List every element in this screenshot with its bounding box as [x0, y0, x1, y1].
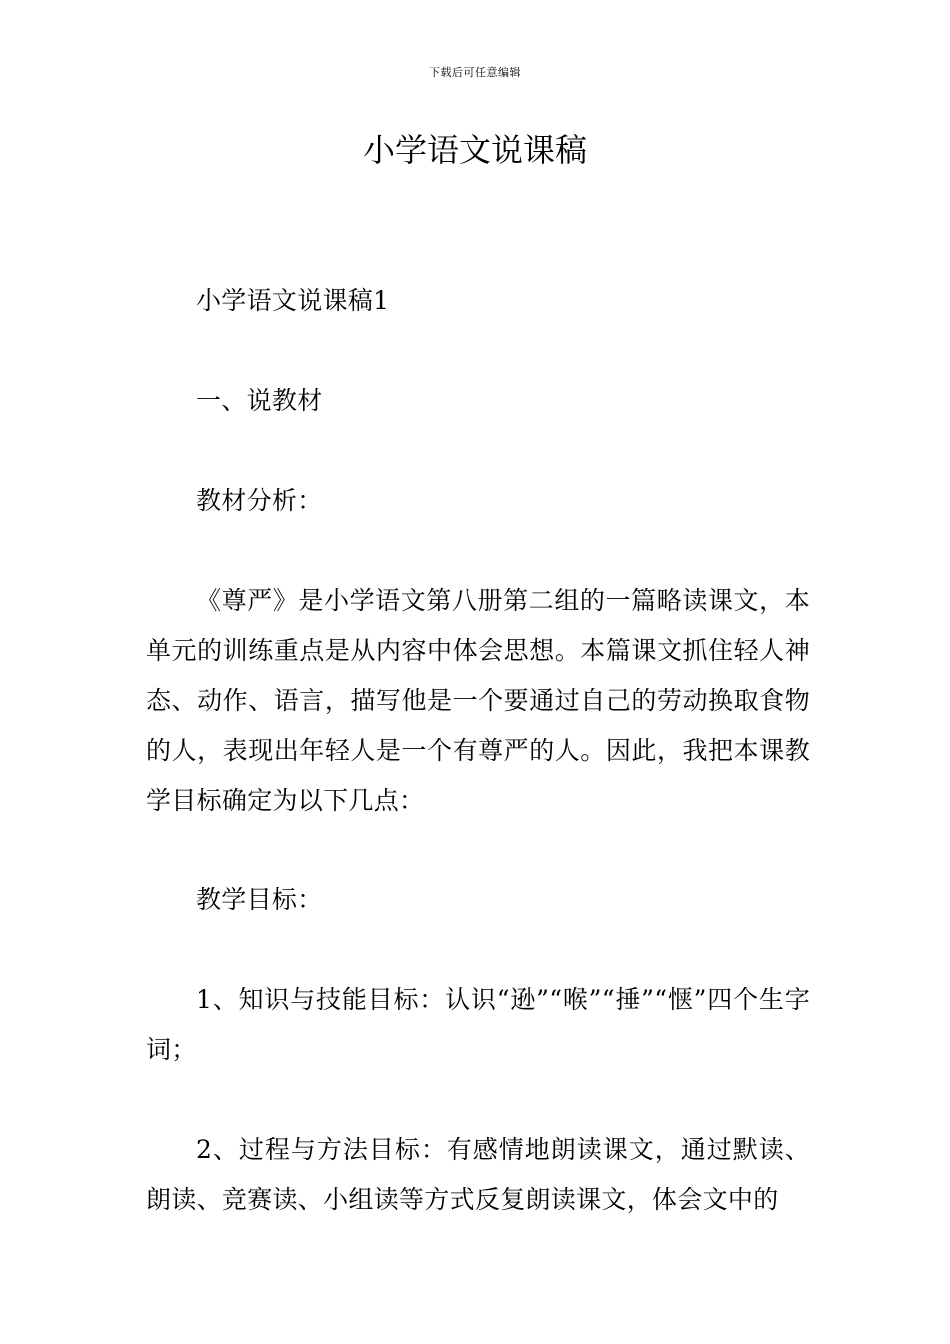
document-title: 小学语文说课稿 — [362, 131, 587, 169]
analysis-paragraph: 《尊严》是小学语文第八册第二组的一篇略读课文，本单元的训练重点是从内容中体会思想。本篇课文抓住轻人神态、动作、语言，描写他是一个要通过自己的劳动换取食物的人，表现出年轻人是一个有尊严的人。因此，我把本课教学目标确定为以下几点： — [146, 586, 810, 815]
header-note: 下载后可任意编辑 — [429, 66, 521, 79]
goal-item: 1、知识与技能目标：认识“逊”“喉”“捶”“惬”四个生字词； — [146, 985, 810, 1064]
analysis-heading: 教材分析： — [196, 486, 323, 515]
goal-item: 2、过程与方法目标：有感情地朗读课文，通过默读、朗读、竞赛读、小组读等方式反复朗读课文，体会文中的 — [146, 1135, 810, 1214]
section-heading: 一、说教材 — [196, 386, 323, 415]
section-subtitle: 小学语文说课稿1 — [196, 286, 390, 315]
goals-heading: 教学目标： — [196, 885, 323, 914]
